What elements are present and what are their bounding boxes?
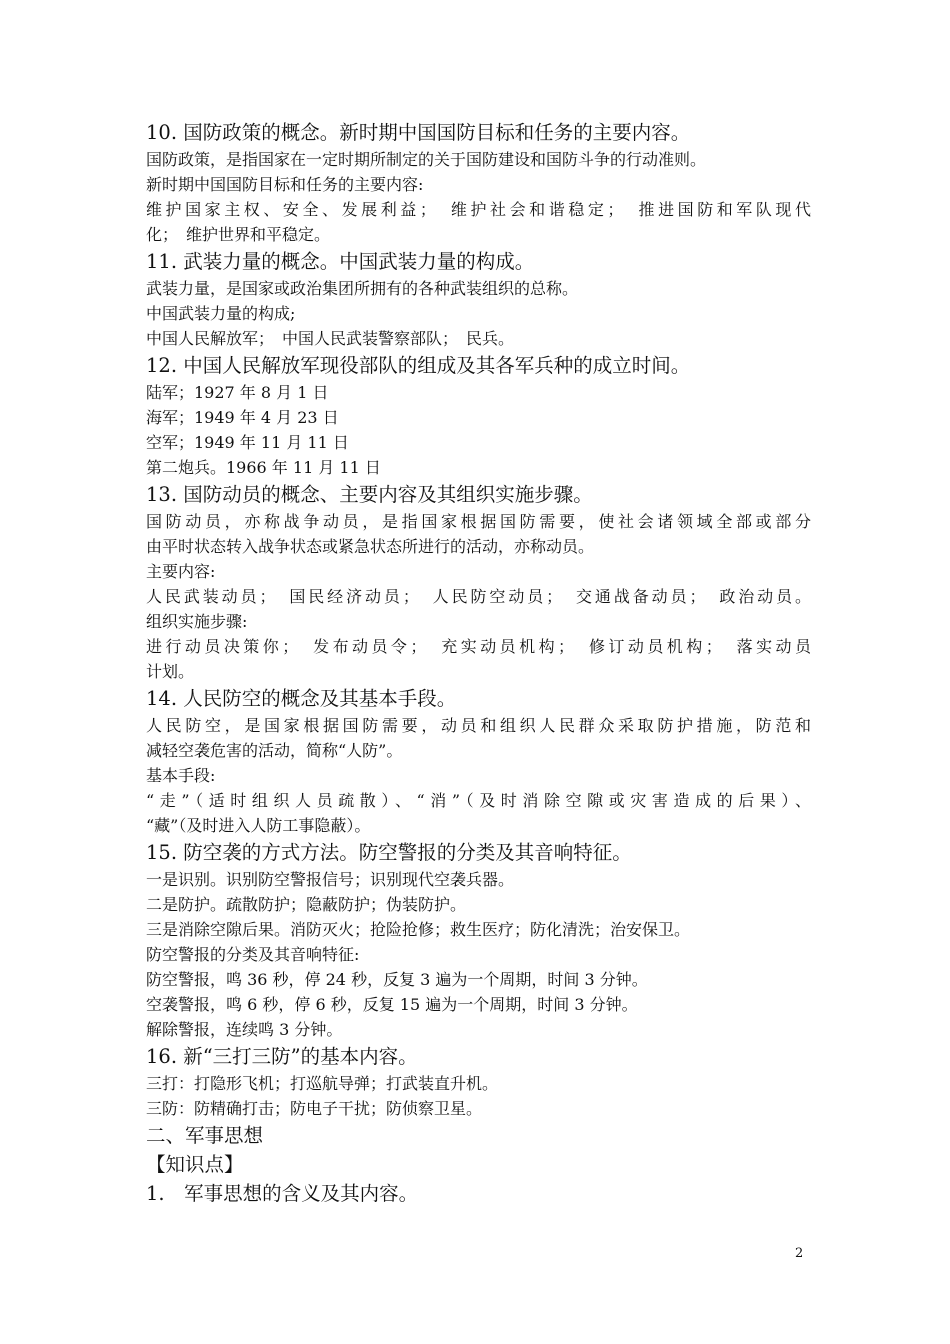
body-line: 三防：防精确打击；防电子干扰；防侦察卫星。 <box>146 1099 483 1118</box>
body-line: 中国武装力量的构成; <box>146 304 296 323</box>
body-line: 解除警报，连续鸣 3 分钟。 <box>146 1020 343 1039</box>
body-line: 国防动员，亦称战争动员，是指国家根据国防需要，使社会诸领域全部或部分 <box>146 512 811 531</box>
body-line: “走”（适时组织人员疏散）、“消”（及时消除空隙或灾害造成的后果）、 <box>146 791 811 810</box>
page-number: 2 <box>795 1246 804 1261</box>
section-heading: 1. 军事思想的含义及其内容。 <box>146 1182 419 1205</box>
body-line: 由平时状态转入战争状态或紧急状态所进行的活动，亦称动员。 <box>146 537 595 556</box>
body-line: 新时期中国国防目标和任务的主要内容: <box>146 175 424 194</box>
section-heading: 13. 国防动员的概念、主要内容及其组织实施步骤。 <box>146 483 593 506</box>
body-line: 维护国家主权、安全、发展利益； 维护社会和谐稳定； 推进国防和军队现代 <box>146 200 811 219</box>
body-line: 第二炮兵。1966 年 11 月 11 日 <box>146 458 381 477</box>
body-line: 化； 维护世界和平稳定。 <box>146 225 331 244</box>
body-line: 减轻空袭危害的活动，简称“人防”。 <box>146 741 403 760</box>
body-line: “藏”（及时进入人防工事隐蔽）。 <box>146 816 371 835</box>
body-line: 计划。 <box>146 662 195 681</box>
body-line: 主要内容: <box>146 562 216 581</box>
section-heading: 15. 防空袭的方式方法。防空警报的分类及其音响特征。 <box>146 841 632 864</box>
body-line: 基本手段: <box>146 766 216 785</box>
section-heading: 11. 武装力量的概念。中国武装力量的构成。 <box>146 250 535 273</box>
body-line: 空军；1949 年 11 月 11 日 <box>146 433 349 452</box>
section-heading: 16. 新“三打三防”的基本内容。 <box>146 1045 418 1068</box>
section-heading: 【知识点】 <box>146 1153 244 1176</box>
body-line: 三打：打隐形飞机；打巡航导弹；打武装直升机。 <box>146 1074 499 1093</box>
document-body <box>146 118 811 1208</box>
body-line: 陆军；1927 年 8 月 1 日 <box>146 383 329 402</box>
body-line: 三是消除空隙后果。消防灭火；抢险抢修；救生医疗；防化清洗；治安保卫。 <box>146 920 691 939</box>
section-heading: 14. 人民防空的概念及其基本手段。 <box>146 687 457 710</box>
body-line: 二是防护。疏散防护；隐蔽防护；伪装防护。 <box>146 895 467 914</box>
body-line: 武装力量，是国家或政治集团所拥有的各种武装组织的总称。 <box>146 279 579 298</box>
body-line: 防空警报的分类及其音响特征: <box>146 945 360 964</box>
section-heading: 12. 中国人民解放军现役部队的组成及其各军兵种的成立时间。 <box>146 354 691 377</box>
body-line: 组织实施步骤: <box>146 612 248 631</box>
body-line: 一是识别。识别防空警报信号；识别现代空袭兵器。 <box>146 870 515 889</box>
section-heading: 10. 国防政策的概念。新时期中国国防目标和任务的主要内容。 <box>146 121 691 144</box>
body-line: 人民防空，是国家根据国防需要，动员和组织人民群众采取防护措施，防范和 <box>146 716 811 735</box>
body-line: 海军；1949 年 4 月 23 日 <box>146 408 339 427</box>
body-line: 进行动员决策你； 发布动员令； 充实动员机构； 修订动员机构； 落实动员 <box>146 637 811 656</box>
body-line: 中国人民解放军； 中国人民武装警察部队； 民兵。 <box>146 329 515 348</box>
body-line: 空袭警报，鸣 6 秒，停 6 秒，反复 15 遍为一个周期，时间 3 分钟。 <box>146 995 638 1014</box>
body-line: 防空警报，鸣 36 秒，停 24 秒，反复 3 遍为一个周期，时间 3 分钟。 <box>146 970 648 989</box>
section-heading: 二、军事思想 <box>146 1124 264 1147</box>
body-line: 人民武装动员； 国民经济动员； 人民防空动员； 交通战备动员； 政治动员。 <box>146 587 811 606</box>
body-line: 国防政策，是指国家在一定时期所制定的关于国防建设和国防斗争的行动准则。 <box>146 150 707 169</box>
